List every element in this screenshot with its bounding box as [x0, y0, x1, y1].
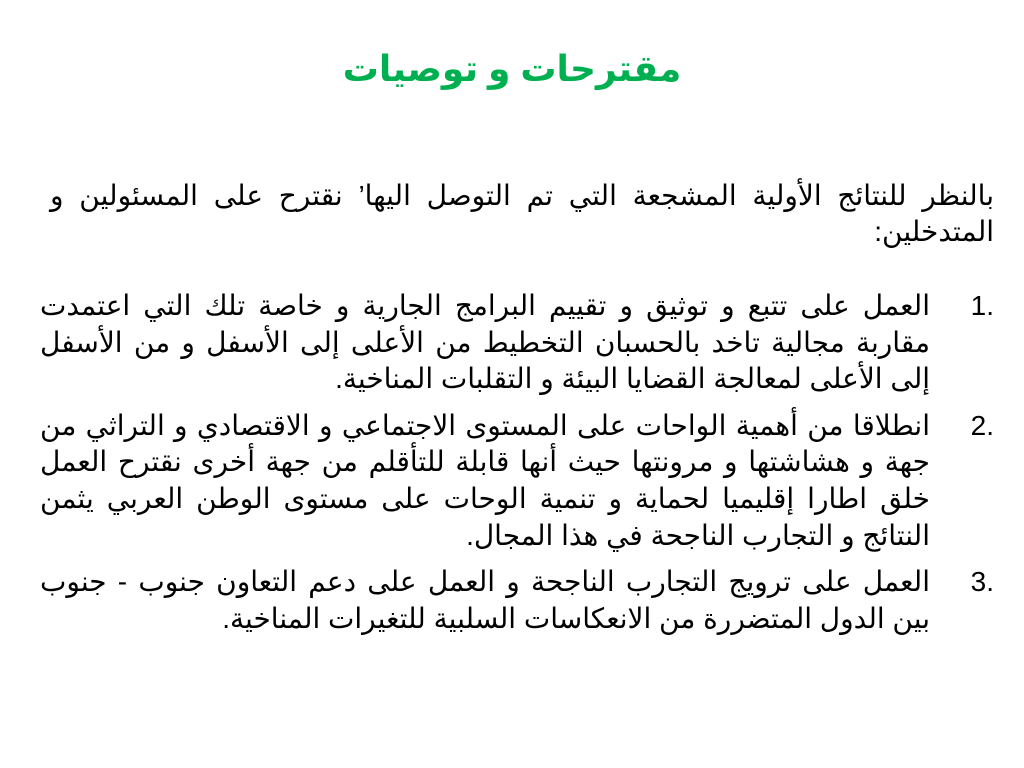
list-item-text: العمل على تتبع و توثيق و تقييم البرامج الجارية و خاصة تلك التي اعتمدت مقاربة مجالية تاخد بالحسبان التخطيط من الأعلى إلى الأسفل و من الأسفل إلى الأعلى لمعالجة القضايا البيئة و التقلبات المناخية. — [40, 290, 930, 395]
intro-paragraph: بالنظر للنتائج الأولية المشجعة التي تم التوصل اليها’ نقترح على المسئولين و المتدخلين: — [50, 180, 994, 247]
recommendations-list — [40, 288, 994, 647]
list-item — [40, 408, 994, 554]
slide-title: مقترحات و توصيات — [342, 48, 682, 89]
list-item-number: 2. — [970, 409, 994, 441]
list-item — [40, 564, 994, 637]
list-item-text: العمل على ترويج التجارب الناجحة و العمل على دعم التعاون جنوب - جنوب بين الدول المتضررة من الانعكاسات السلبية للتغيرات المناخية. — [40, 566, 930, 634]
list-item-number: 3. — [970, 566, 994, 598]
list-item-text: انطلاقا من أهمية الواحات على المستوى الاجتماعي و الاقتصادي و التراثي من جهة و هشاشتها و مرونتها حيث أنها قابلة للتأقلم من جهة أخرى نقترح العمل خلق اطارا إقليميا لحماية و تنمية الوحات على مستوى الوطن العربي يثمن النتائج و التجارب الناجحة في هذا المجال. — [40, 409, 930, 551]
list-item — [40, 288, 994, 398]
list-item-number: 1. — [970, 290, 994, 321]
